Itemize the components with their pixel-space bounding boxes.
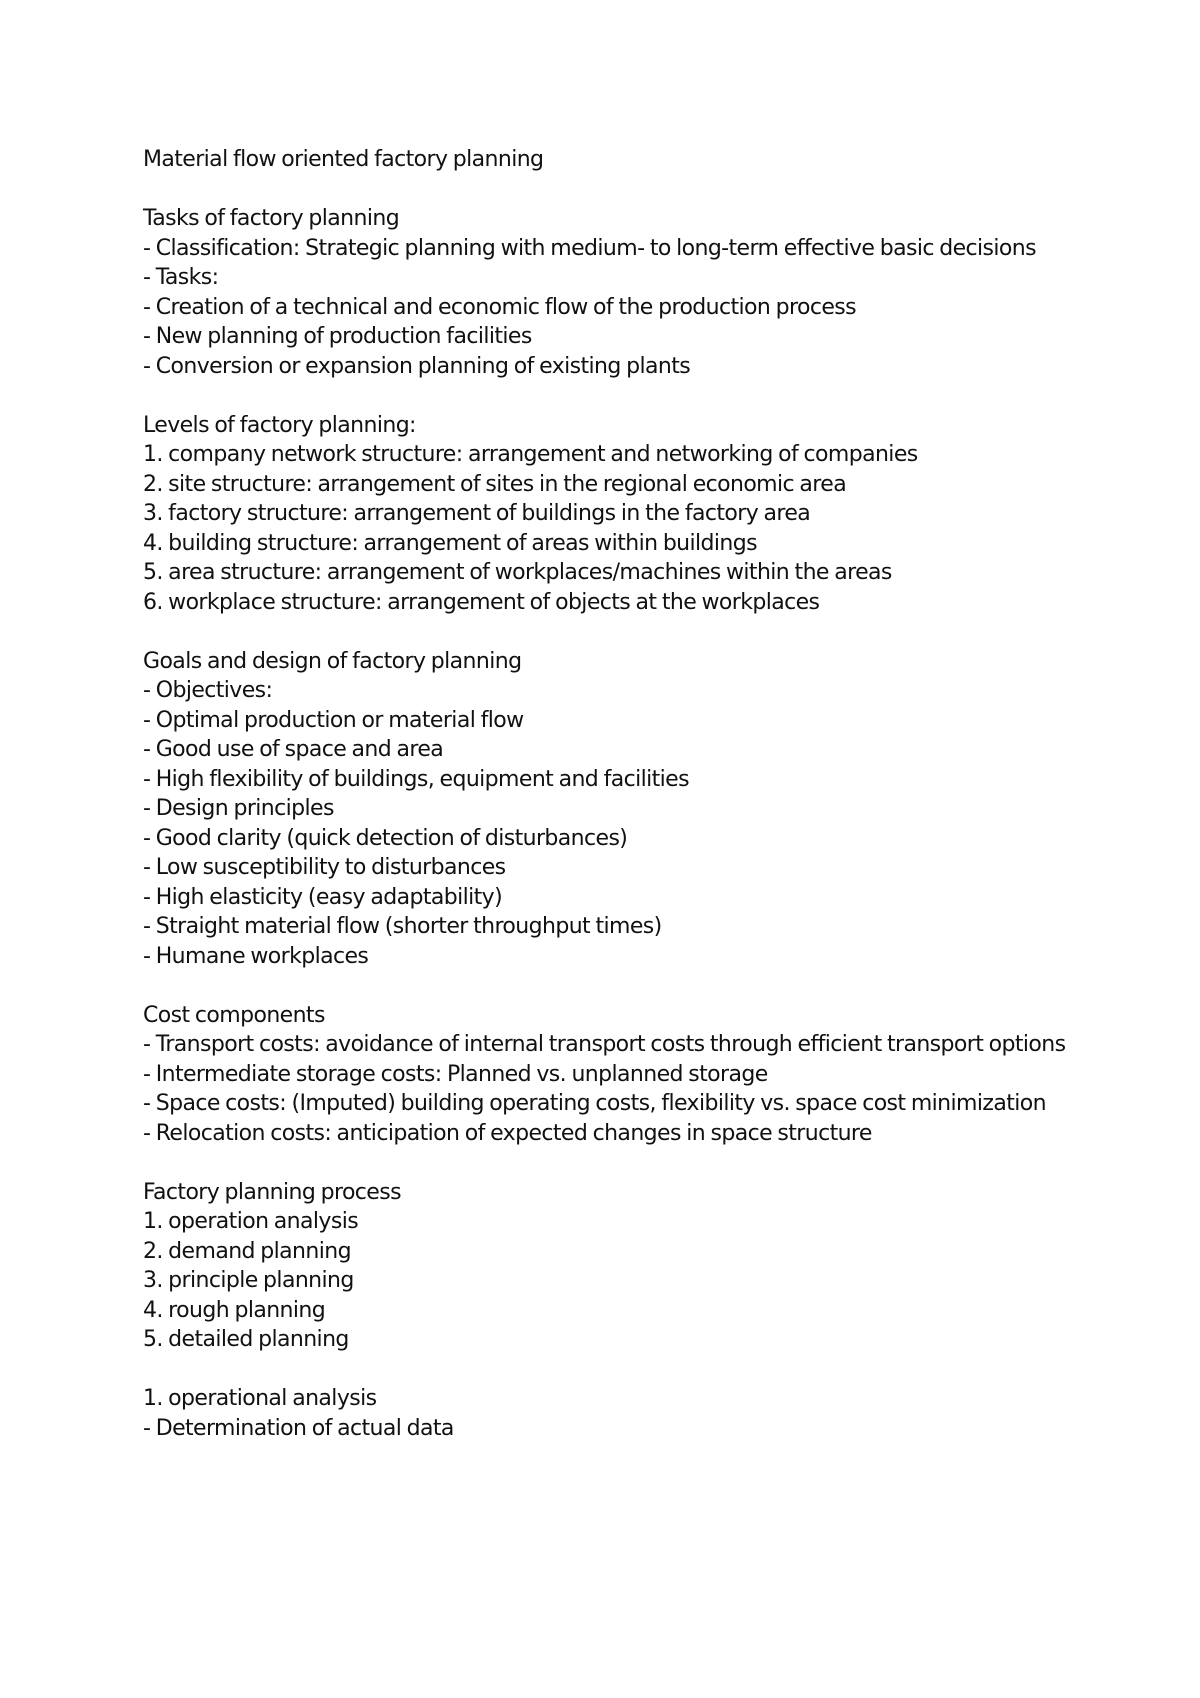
section-heading-levels: Levels of factory planning: bbox=[143, 412, 416, 438]
text-line: 1. company network structure: arrangement and networking of companies bbox=[143, 442, 918, 467]
section-heading-cost-components: Cost components bbox=[143, 1002, 325, 1028]
text-line: - Creation of a technical and economic flow of the production process bbox=[143, 294, 856, 320]
text-line: 2. demand planning bbox=[143, 1238, 351, 1264]
text-line: - Good clarity (quick detection of disturbances) bbox=[143, 825, 628, 851]
text-line: 2. site structure: arrangement of sites in the regional economic area bbox=[143, 471, 847, 497]
paragraph-gap bbox=[143, 1355, 1083, 1385]
section-heading-planning-process: Factory planning process bbox=[143, 1179, 401, 1205]
paragraph-gap bbox=[143, 617, 1083, 647]
text-line: - Humane workplaces bbox=[143, 943, 369, 969]
text-line: - Optimal production or material flow bbox=[143, 707, 524, 733]
document-title: Material flow oriented factory planning bbox=[143, 147, 544, 172]
text-line: 4. building structure: arrangement of areas within buildings bbox=[143, 530, 757, 556]
text-line: - Straight material flow (shorter throughput times) bbox=[143, 914, 662, 939]
text-line: - High elasticity (easy adaptability) bbox=[143, 884, 503, 910]
text-line: - Low susceptibility to disturbances bbox=[143, 855, 506, 880]
text-line: - New planning of production facilities bbox=[143, 324, 532, 349]
text-line: - Good use of space and area bbox=[143, 737, 444, 762]
text-line: 3. principle planning bbox=[143, 1268, 354, 1293]
text-line: - Design principles bbox=[143, 796, 334, 821]
paragraph-gap bbox=[143, 381, 1083, 411]
text-line: - Relocation costs: anticipation of expected changes in space structure bbox=[143, 1120, 872, 1146]
text-line: - Transport costs: avoidance of internal transport costs through efficient transport options bbox=[143, 1032, 1066, 1057]
text-line: - Classification: Strategic planning with medium- to long-term effective basic decisions bbox=[143, 235, 1036, 261]
paragraph-gap bbox=[143, 971, 1083, 1001]
text-line: 6. workplace structure: arrangement of objects at the workplaces bbox=[143, 589, 820, 615]
document-body bbox=[143, 145, 1083, 1443]
paragraph-gap bbox=[143, 1148, 1083, 1178]
text-line: 3. factory structure: arrangement of buildings in the factory area bbox=[143, 501, 811, 526]
text-line: 1. operation analysis bbox=[143, 1209, 359, 1234]
text-line: - Space costs: (Imputed) building operating costs, flexibility vs. space cost minimization bbox=[143, 1091, 1046, 1116]
text-line: - Objectives: bbox=[143, 678, 273, 703]
text-line: 5. detailed planning bbox=[143, 1327, 349, 1352]
section-heading-goals: Goals and design of factory planning bbox=[143, 648, 522, 674]
text-line: - Determination of actual data bbox=[143, 1415, 454, 1441]
text-line: 5. area structure: arrangement of workplaces/machines within the areas bbox=[143, 560, 892, 585]
text-line: 4. rough planning bbox=[143, 1297, 326, 1323]
text-line: - High flexibility of buildings, equipment and facilities bbox=[143, 766, 689, 792]
text-line: - Intermediate storage costs: Planned vs. unplanned storage bbox=[143, 1061, 768, 1087]
text-line: - Tasks: bbox=[143, 265, 219, 290]
section-heading-operational-analysis: 1. operational analysis bbox=[143, 1386, 377, 1411]
section-heading-tasks: Tasks of factory planning bbox=[143, 206, 400, 231]
paragraph-gap bbox=[143, 175, 1083, 205]
text-line: - Conversion or expansion planning of existing plants bbox=[143, 353, 691, 379]
